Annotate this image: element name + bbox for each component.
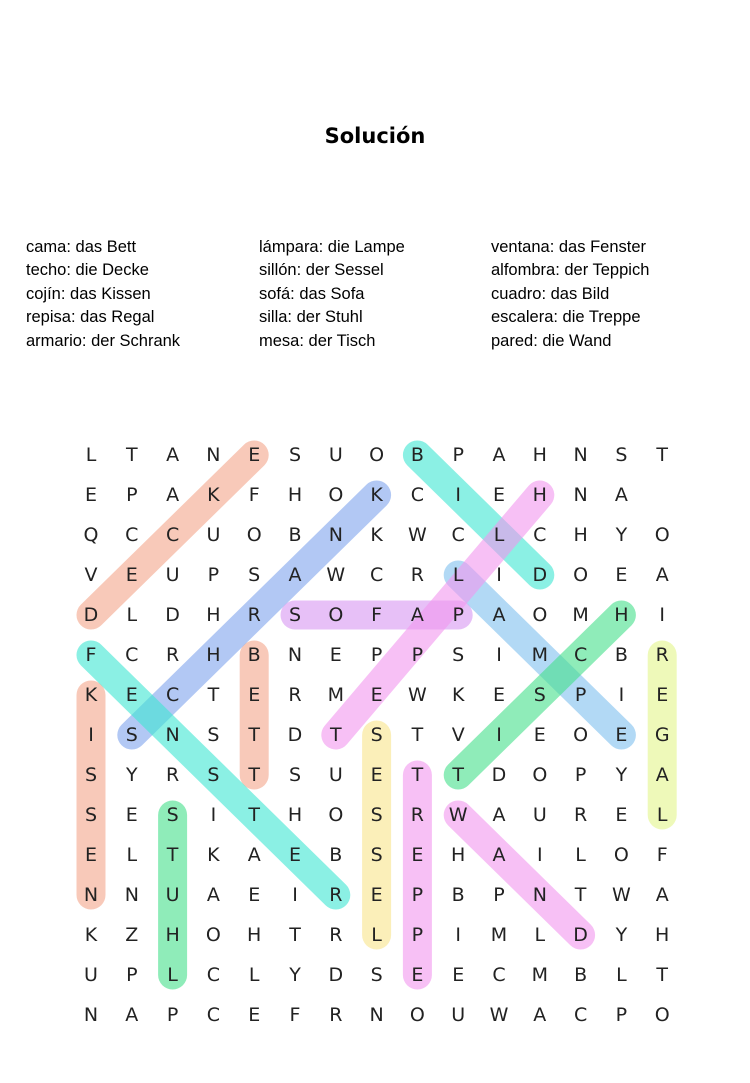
grid-letter[interactable]: E — [533, 724, 546, 746]
highlight-wand — [458, 815, 580, 935]
grid-letter[interactable]: W — [448, 804, 468, 826]
word-entry: techo: die Decke — [26, 261, 149, 280]
word-entry: pared: die Wand — [491, 331, 612, 350]
grid-letter[interactable]: V — [451, 724, 465, 746]
grid-letter[interactable]: U — [84, 964, 98, 986]
grid-letter[interactable]: S — [370, 724, 383, 746]
grid-letter[interactable]: U — [451, 1004, 466, 1026]
grid-letter[interactable]: S — [125, 724, 138, 746]
grid-letter[interactable]: F — [289, 1004, 301, 1026]
grid-letter[interactable]: P — [411, 644, 424, 666]
grid-letter[interactable]: E — [656, 684, 669, 706]
grid-letter[interactable]: T — [411, 724, 424, 746]
word-entry: alfombra: der Teppich — [491, 261, 650, 280]
grid-letter[interactable]: H — [451, 844, 466, 866]
grid-letter[interactable]: E — [370, 884, 383, 906]
grid-letter[interactable]: D — [532, 564, 548, 586]
grid-letter[interactable]: T — [574, 884, 587, 906]
grid-letter[interactable]: L — [452, 564, 464, 586]
grid-letter[interactable]: S — [207, 724, 220, 746]
grid-letter[interactable]: N — [328, 524, 343, 546]
grid-letter[interactable]: R — [573, 804, 588, 826]
grid-letter[interactable]: C — [125, 644, 139, 666]
word-entry: sofá: das Sofa — [259, 284, 365, 303]
grid-letter[interactable]: A — [206, 884, 220, 906]
grid-letter[interactable]: C — [125, 524, 139, 546]
grid-letter[interactable]: D — [491, 764, 507, 786]
grid-letter[interactable]: F — [371, 604, 383, 626]
grid-letter[interactable]: R — [410, 564, 425, 586]
grid-letter[interactable]: H — [573, 524, 588, 546]
grid-letter[interactable]: A — [655, 564, 669, 586]
grid-letter[interactable]: S — [166, 804, 179, 826]
grid-letter[interactable]: E — [125, 804, 138, 826]
grid-letter[interactable]: O — [654, 524, 670, 546]
grid-letter[interactable]: P — [574, 764, 587, 786]
grid-letter[interactable]: A — [166, 444, 180, 466]
grid-letter[interactable]: E — [248, 1004, 261, 1026]
grid-letter[interactable]: O — [573, 724, 589, 746]
grid-letter[interactable]: U — [165, 884, 180, 906]
grid-letter[interactable]: R — [329, 1004, 343, 1026]
grid-letter[interactable]: B — [451, 884, 465, 906]
grid-letter[interactable]: L — [126, 844, 138, 866]
grid-letter[interactable]: E — [411, 844, 424, 866]
grid-letter[interactable]: D — [287, 724, 303, 746]
grid-letter[interactable]: O — [532, 764, 548, 786]
grid-letter[interactable]: E — [492, 484, 506, 506]
grid-letter[interactable]: M — [327, 684, 345, 706]
grid-letter[interactable]: M — [531, 644, 549, 666]
grid-letter[interactable]: P — [126, 484, 138, 506]
grid-letter[interactable]: T — [656, 444, 669, 466]
grid-letter[interactable]: B — [288, 524, 302, 546]
grid-letter[interactable]: R — [247, 604, 261, 626]
grid-letter[interactable]: H — [287, 484, 303, 506]
grid-letter[interactable]: I — [536, 844, 543, 866]
grid-letter[interactable]: C — [573, 1004, 588, 1026]
grid-letter[interactable]: E — [125, 684, 138, 706]
grid-letter[interactable]: C — [573, 644, 588, 666]
grid-letter[interactable]: T — [411, 764, 424, 786]
grid-letter[interactable]: B — [614, 644, 628, 666]
grid-letter[interactable]: I — [496, 564, 502, 586]
grid-letter[interactable]: L — [493, 524, 505, 546]
grid-letter[interactable]: P — [452, 444, 464, 466]
grid-letter[interactable]: K — [207, 844, 220, 866]
grid-letter[interactable]: B — [247, 644, 261, 666]
grid-letter[interactable]: I — [618, 684, 625, 706]
grid-letter[interactable]: F — [85, 644, 97, 666]
grid-letter[interactable]: R — [410, 804, 425, 826]
grid-letter[interactable]: B — [574, 964, 588, 986]
grid-letter[interactable]: Y — [615, 764, 628, 786]
grid-letter[interactable]: E — [615, 804, 628, 826]
grid-letter[interactable]: C — [533, 524, 547, 546]
grid-letter[interactable]: Y — [125, 764, 138, 786]
grid-letter[interactable]: I — [210, 804, 217, 826]
grid-letter[interactable]: S — [370, 844, 383, 866]
grid-letter[interactable]: T — [248, 764, 261, 786]
grid-letter[interactable]: H — [287, 804, 303, 826]
grid-letter[interactable]: N — [124, 884, 139, 906]
grid-letter[interactable]: S — [84, 804, 98, 826]
grid-letter[interactable]: R — [655, 644, 669, 666]
grid-letter[interactable]: U — [206, 524, 221, 546]
grid-letter[interactable]: C — [492, 964, 506, 986]
grid-letter[interactable]: R — [329, 924, 343, 946]
word-entry: cojín: das Kissen — [26, 284, 151, 303]
grid-letter[interactable]: A — [492, 804, 506, 826]
grid-letter[interactable]: S — [288, 444, 302, 466]
grid-letter[interactable]: R — [165, 764, 180, 786]
grid-letter[interactable]: I — [455, 924, 462, 946]
grid-letter[interactable]: A — [614, 484, 628, 506]
grid-letter[interactable]: O — [532, 604, 548, 626]
grid-letter[interactable]: P — [452, 604, 464, 626]
grid-letter[interactable]: R — [288, 684, 302, 706]
grid-letter[interactable]: A — [492, 444, 506, 466]
grid-letter[interactable]: E — [84, 844, 98, 866]
grid-letter[interactable]: I — [496, 724, 502, 746]
grid-letter[interactable]: O — [654, 1004, 670, 1026]
grid-letter[interactable]: S — [248, 564, 261, 586]
grid-letter[interactable]: A — [655, 884, 669, 906]
grid-letter[interactable]: E — [125, 564, 138, 586]
grid-letter[interactable]: A — [125, 1004, 139, 1026]
grid-letter[interactable]: G — [654, 724, 670, 746]
grid-letter[interactable]: U — [165, 564, 180, 586]
grid-letter[interactable]: B — [410, 444, 424, 466]
grid-letter[interactable]: A — [655, 764, 669, 786]
grid-letter[interactable]: T — [166, 844, 179, 866]
word-entry: sillón: der Sessel — [259, 261, 384, 280]
grid-letter[interactable]: V — [84, 564, 98, 586]
grid-letter[interactable]: K — [370, 484, 383, 506]
grid-letter[interactable]: S — [370, 804, 383, 826]
grid-letter[interactable]: A — [166, 484, 180, 506]
grid-letter[interactable]: L — [248, 964, 260, 986]
page-title: Solución — [324, 124, 426, 148]
grid-letter[interactable]: F — [656, 844, 668, 866]
grid-letter[interactable]: C — [165, 524, 180, 546]
word-entry: repisa: das Regal — [26, 308, 155, 327]
grid-letter[interactable]: A — [533, 1004, 547, 1026]
grid-letter[interactable]: N — [369, 1004, 384, 1026]
grid-letter[interactable]: A — [247, 844, 261, 866]
grid-letter[interactable]: O — [328, 604, 344, 626]
grid-letter[interactable]: L — [167, 964, 178, 986]
grid-letter[interactable]: S — [288, 604, 302, 626]
grid-letter[interactable]: N — [573, 444, 588, 466]
grid-letter[interactable]: E — [370, 684, 383, 706]
grid-letter[interactable]: C — [165, 684, 180, 706]
grid-letter[interactable]: O — [328, 484, 344, 506]
grid-letter[interactable]: U — [328, 444, 343, 466]
grid-letter[interactable]: E — [329, 644, 342, 666]
grid-letter[interactable]: A — [410, 604, 424, 626]
grid-letter[interactable]: W — [612, 884, 631, 906]
grid-letter[interactable]: U — [532, 804, 547, 826]
grid-letter[interactable]: K — [451, 684, 465, 706]
grid-letter[interactable]: O — [573, 564, 589, 586]
grid-letter[interactable]: Y — [615, 924, 628, 946]
grid-letter[interactable]: O — [246, 524, 262, 546]
grid-letter[interactable]: O — [409, 1004, 425, 1026]
grid-letter[interactable]: Y — [615, 524, 628, 546]
grid-letter[interactable]: K — [84, 924, 98, 946]
grid-letter[interactable]: W — [408, 524, 427, 546]
grid-letter[interactable]: K — [207, 484, 220, 506]
grid-letter[interactable]: F — [248, 484, 260, 506]
grid-letter[interactable]: B — [329, 844, 343, 866]
grid-letter[interactable]: E — [248, 684, 261, 706]
grid-letter[interactable]: D — [328, 964, 344, 986]
grid-letter[interactable]: H — [247, 924, 262, 946]
grid-letter[interactable]: T — [248, 724, 261, 746]
grid-letter[interactable]: T — [248, 804, 261, 826]
grid-letter[interactable]: S — [615, 444, 628, 466]
grid-letter[interactable]: E — [370, 764, 383, 786]
grid-letter[interactable]: S — [452, 644, 465, 666]
grid-letter[interactable]: R — [165, 644, 180, 666]
grid-letter[interactable]: E — [492, 684, 506, 706]
grid-letter[interactable]: C — [451, 524, 465, 546]
grid-letter[interactable]: T — [656, 964, 669, 986]
grid-letter[interactable]: H — [655, 924, 670, 946]
word-entry: cama: das Bett — [26, 238, 137, 256]
grid-letter[interactable]: P — [126, 964, 138, 986]
grid-letter[interactable]: E — [248, 884, 261, 906]
grid-letter[interactable]: L — [575, 844, 586, 866]
grid-letter[interactable]: E — [411, 964, 424, 986]
grid-letter[interactable]: P — [370, 644, 383, 666]
grid-letter[interactable]: N — [287, 644, 303, 666]
grid-letter[interactable]: M — [490, 924, 508, 946]
grid-letter[interactable]: L — [85, 444, 97, 466]
grid-letter[interactable]: I — [455, 484, 462, 506]
grid-letter[interactable]: L — [656, 804, 668, 826]
grid-letter[interactable]: E — [248, 444, 261, 466]
word-entry: silla: der Stuhl — [259, 308, 363, 327]
grid-letter[interactable]: Y — [289, 964, 301, 986]
word-entry: mesa: der Tisch — [259, 331, 376, 350]
grid-letter[interactable]: D — [573, 924, 588, 946]
grid-letter[interactable]: S — [533, 684, 546, 706]
grid-letter[interactable]: W — [489, 1004, 509, 1026]
grid-letter[interactable]: P — [411, 924, 424, 946]
word-entry: ventana: das Fenster — [491, 238, 647, 256]
grid-letter[interactable]: I — [659, 604, 666, 626]
grid-letter[interactable]: L — [126, 604, 138, 626]
grid-letter[interactable]: C — [410, 484, 425, 506]
grid-letter[interactable]: T — [329, 724, 342, 746]
grid-letter[interactable]: D — [83, 604, 99, 626]
grid-letter[interactable]: T — [207, 684, 220, 706]
grid-letters — [84, 444, 670, 1026]
word-entry: cuadro: das Bild — [491, 284, 610, 303]
grid-letter[interactable]: C — [206, 1004, 221, 1026]
grid-letter[interactable]: A — [492, 844, 506, 866]
grid-letter[interactable]: A — [288, 564, 302, 586]
grid-letter[interactable]: M — [531, 964, 549, 986]
grid-letter[interactable]: N — [83, 884, 99, 906]
grid-letter[interactable]: I — [496, 644, 502, 666]
grid-letter[interactable]: W — [408, 684, 427, 706]
grid-letter[interactable]: K — [84, 684, 98, 706]
grid-letter[interactable]: S — [84, 764, 98, 786]
grid-letter[interactable]: P — [574, 684, 587, 706]
grid-letter[interactable]: E — [84, 484, 98, 506]
grid-letter[interactable]: R — [329, 884, 343, 906]
grid-letter[interactable]: P — [615, 1004, 628, 1026]
grid-letter[interactable]: C — [206, 964, 221, 986]
grid-letter[interactable]: H — [614, 604, 629, 626]
grid-letter[interactable]: S — [207, 764, 220, 786]
grid-letter[interactable]: E — [615, 724, 628, 746]
grid-letter[interactable]: P — [207, 564, 220, 586]
grid-letter[interactable]: S — [370, 964, 383, 986]
grid-letter[interactable]: T — [289, 924, 301, 946]
grid-letter[interactable]: Q — [83, 524, 99, 546]
grid-letter[interactable]: E — [452, 964, 465, 986]
grid-letter[interactable]: O — [328, 804, 344, 826]
grid-letter[interactable]: H — [532, 444, 547, 466]
word-entry: escalera: die Treppe — [491, 308, 641, 327]
grid-letter[interactable]: O — [369, 444, 385, 466]
grid-letter[interactable]: N — [206, 444, 221, 466]
grid-letter[interactable]: I — [88, 724, 94, 746]
grid-letter[interactable]: L — [616, 964, 627, 986]
word-entry: lámpara: die Lampe — [259, 238, 405, 256]
grid-letter[interactable]: E — [615, 564, 628, 586]
grid-letter[interactable]: K — [370, 524, 383, 546]
grid-letter[interactable]: T — [125, 444, 138, 466]
grid-letter[interactable]: W — [326, 564, 346, 586]
grid-letter[interactable]: L — [371, 924, 382, 946]
grid-letter[interactable]: L — [534, 924, 546, 946]
grid-letter[interactable]: H — [206, 604, 221, 626]
grid-letter[interactable]: Z — [125, 924, 139, 946]
grid-letter[interactable]: C — [369, 564, 384, 586]
grid-letter[interactable]: O — [613, 844, 629, 866]
grid-letter[interactable]: N — [573, 484, 588, 506]
word-entry: armario: der Schrank — [26, 331, 181, 350]
grid-letter[interactable]: I — [292, 884, 298, 906]
grid-letter[interactable]: U — [328, 764, 343, 786]
grid-letter[interactable]: O — [205, 924, 221, 946]
grid-letter[interactable]: N — [532, 884, 547, 906]
grid-letter[interactable]: N — [165, 724, 180, 746]
grid-letter[interactable]: S — [288, 764, 302, 786]
grid-letter[interactable]: M — [572, 604, 589, 626]
grid-letter[interactable]: H — [165, 924, 180, 946]
grid-letter[interactable]: P — [493, 884, 505, 906]
grid-letter[interactable]: P — [411, 884, 424, 906]
grid-letter[interactable]: N — [83, 1004, 99, 1026]
grid-letter[interactable]: A — [492, 604, 506, 626]
grid-letter[interactable]: T — [452, 764, 465, 786]
grid-letter[interactable]: D — [165, 604, 180, 626]
grid-letter[interactable]: H — [206, 644, 221, 666]
grid-letter[interactable]: H — [532, 484, 547, 506]
grid-letter[interactable]: P — [166, 1004, 179, 1026]
grid-letter[interactable]: E — [288, 844, 302, 866]
